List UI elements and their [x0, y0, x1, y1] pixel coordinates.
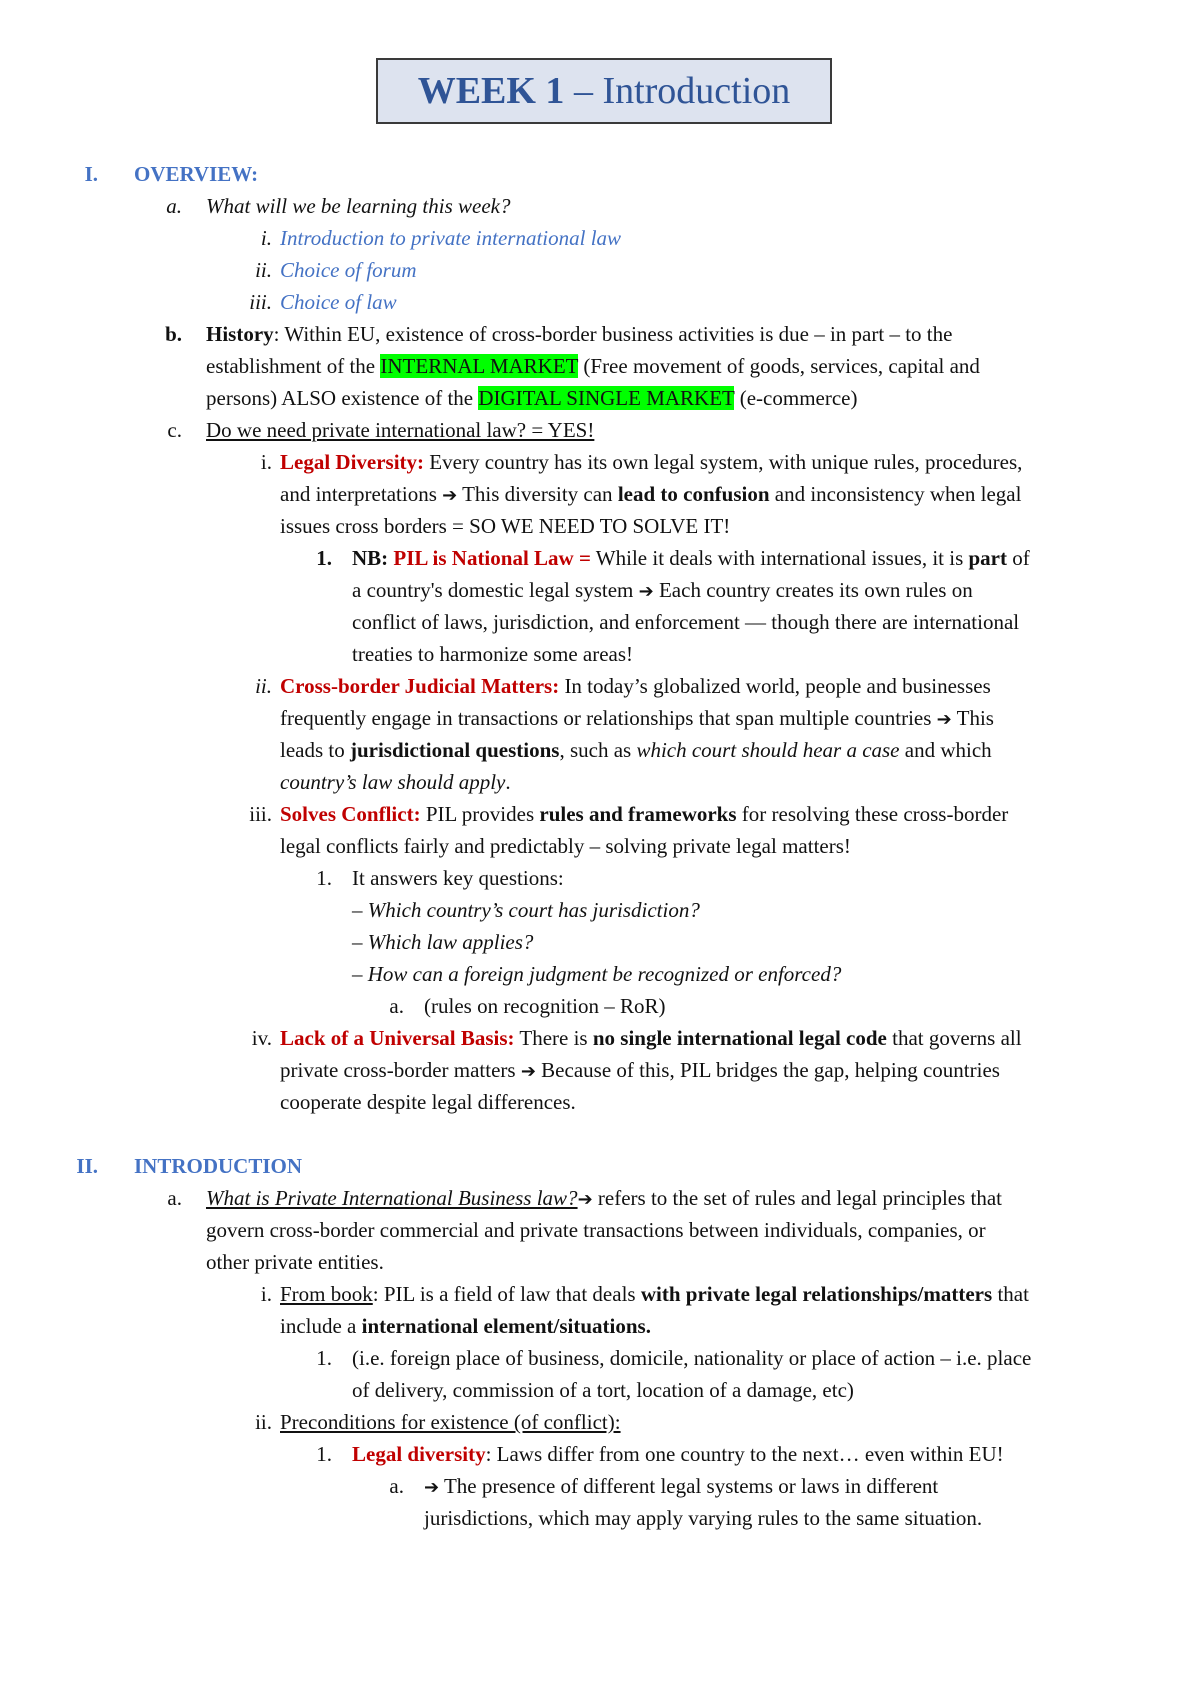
text-run: a country's domestic legal system — [352, 578, 639, 602]
list-marker: i. — [260, 226, 272, 250]
bold-run: with private legal relationships/matters — [640, 1282, 993, 1306]
list-marker: i. — [260, 450, 272, 474]
section-heading: OVERVIEW: — [134, 162, 259, 186]
section-number: I. — [84, 162, 98, 186]
text-line: cooperate despite legal differences. — [280, 1090, 576, 1114]
text-line: treaties to harmonize some areas! — [352, 642, 634, 666]
text-run: . — [505, 770, 511, 794]
text-run: This diversity can — [457, 482, 618, 506]
text-run: The presence of different legal systems or laws in different — [439, 1474, 939, 1498]
arrow-icon: ➔ — [936, 709, 952, 730]
text-run: leads to — [280, 738, 350, 762]
list-item — [424, 1472, 938, 1502]
question-text: What is Private International Business law? — [206, 1186, 578, 1210]
text-run: (e-commerce) — [734, 386, 858, 410]
list-item — [280, 672, 991, 700]
text-run: include a — [280, 1314, 362, 1338]
list-item: (i.e. foreign place of business, domicile, nationality or place of action – i.e. place — [352, 1346, 1032, 1370]
text-line: of delivery, commission of a tort, location of a damage, etc) — [352, 1378, 854, 1402]
text-line — [206, 352, 980, 380]
text-line — [280, 768, 511, 796]
term-label: From book — [280, 1282, 373, 1306]
list-marker: a. — [166, 194, 182, 218]
term-label: Lack of a Universal Basis: — [280, 1026, 515, 1050]
list-item — [280, 1280, 1029, 1308]
text-run: Every country has its own legal system, with unique rules, procedures, — [424, 450, 1023, 474]
text-run: for resolving these cross-border — [736, 802, 1009, 826]
text-run: : Within EU, existence of cross-border business activities is due – in part – to the — [273, 322, 953, 346]
term-label: Cross-border Judicial Matters: — [280, 674, 560, 698]
italic-run: which court should hear a case — [636, 738, 900, 762]
list-marker: 1. — [316, 1346, 332, 1370]
text-run: and which — [899, 738, 992, 762]
list-marker: 1. — [316, 1442, 332, 1466]
list-marker: 1. — [316, 866, 332, 890]
text-line — [352, 576, 973, 606]
question-line: – Which law applies? — [352, 930, 534, 954]
text-run: (Free movement of goods, services, capital and — [578, 354, 980, 378]
list-item — [352, 1440, 1004, 1468]
bold-run: international element/situations. — [361, 1314, 651, 1338]
text-run: that — [992, 1282, 1029, 1306]
question-line: – Which country’s court has jurisdiction? — [352, 898, 700, 922]
text-run: : Laws differ from one country to the next… even within EU! — [485, 1442, 1004, 1466]
text-run: and interpretations — [280, 482, 443, 506]
question-line: – How can a foreign judgment be recognized or enforced? — [352, 962, 842, 986]
text-run: : PIL is a field of law that deals — [372, 1282, 641, 1306]
list-marker: iii. — [249, 290, 272, 314]
bold-run: part — [968, 546, 1007, 570]
list-item: Do we need private international law? = YES! — [206, 418, 595, 442]
bold-run: no single international legal code — [592, 1026, 887, 1050]
list-item: Introduction to private international law — [280, 226, 622, 250]
list-marker: a. — [167, 1186, 182, 1210]
highlight-digital-market: DIGITAL SINGLE MARKET — [478, 386, 735, 410]
text-line: conflict of laws, jurisdiction, and enforcement — though there are international — [352, 610, 1020, 634]
list-marker: b. — [165, 322, 182, 346]
arrow-icon: ➔ — [638, 581, 654, 602]
text-line — [280, 1312, 651, 1340]
list-marker: a. — [389, 1474, 404, 1498]
bold-run: rules and frameworks — [539, 802, 737, 826]
text-line: legal conflicts fairly and predictably – solving private legal matters! — [280, 834, 851, 858]
list-marker: i. — [260, 1282, 272, 1306]
text-line — [206, 384, 857, 412]
list-item: (rules on recognition – RoR) — [424, 994, 666, 1018]
page-title — [376, 58, 832, 124]
list-item: What will we be learning this week? — [206, 194, 511, 218]
text-run: frequently engage in transactions or relationships that span multiple countries — [280, 706, 937, 730]
text-line — [280, 736, 992, 764]
arrow-icon: ➔ — [424, 1477, 440, 1498]
text-run: , such as — [559, 738, 637, 762]
text-run: refers to the set of rules and legal principles that — [592, 1186, 1003, 1210]
title-rest: – Introduction — [564, 70, 791, 112]
text-run: that governs all — [886, 1026, 1022, 1050]
list-marker: 1. — [316, 546, 332, 570]
highlight-internal-market: INTERNAL MARKET — [380, 354, 579, 378]
bold-run: jurisdictional questions — [349, 738, 560, 762]
text-run: PIL provides — [420, 802, 540, 826]
text-run: Because of this, PIL bridges the gap, helping countries — [535, 1058, 1000, 1082]
text-run: private cross-border matters — [280, 1058, 521, 1082]
text-run: of — [1007, 546, 1030, 570]
term-label: Solves Conflict: — [280, 802, 421, 826]
text-run: There is — [514, 1026, 593, 1050]
title-week: WEEK 1 — [417, 70, 565, 112]
term-label: Legal Diversity: — [280, 450, 425, 474]
text-line — [280, 704, 994, 734]
text-line: jurisdictions, which may apply varying rules to the same situation. — [424, 1506, 983, 1530]
text-run: establishment of the — [206, 354, 381, 378]
nb-label: NB: — [352, 546, 394, 570]
term-label: Legal diversity — [352, 1442, 486, 1466]
text-run: In today’s globalized world, people and businesses — [559, 674, 991, 698]
text-run: and inconsistency when legal — [769, 482, 1022, 506]
list-item — [206, 320, 952, 348]
arrow-icon: ➔ — [442, 485, 458, 506]
list-item — [206, 1184, 1002, 1214]
list-item — [280, 800, 1008, 828]
list-item: Choice of forum — [280, 258, 417, 282]
list-marker: iii. — [249, 802, 272, 826]
list-item: Preconditions for existence (of conflict): — [280, 1410, 621, 1434]
list-item — [280, 1024, 1022, 1052]
text-line — [280, 1056, 1000, 1086]
list-marker: ii. — [255, 674, 272, 698]
text-run: persons) ALSO existence of the — [206, 386, 479, 410]
list-item — [280, 448, 1022, 476]
list-marker: c. — [167, 418, 182, 442]
term-label: PIL is National Law = — [393, 546, 591, 570]
arrow-icon: ➔ — [577, 1189, 593, 1210]
list-item: Choice of law — [280, 290, 397, 314]
list-marker: ii. — [255, 258, 272, 282]
arrow-icon: ➔ — [520, 1061, 536, 1082]
section-number: II. — [76, 1154, 98, 1178]
text-run: While it deals with international issues, it is — [590, 546, 969, 570]
text-line: other private entities. — [206, 1250, 384, 1274]
section-heading: INTRODUCTION — [134, 1154, 303, 1178]
bold-run: lead to confusion — [617, 482, 770, 506]
list-marker: iv. — [251, 1026, 272, 1050]
text-run: Each country creates its own rules on — [653, 578, 973, 602]
list-item — [352, 544, 1030, 572]
text-line: govern cross-border commercial and private transactions between individuals, companies, or — [206, 1218, 986, 1242]
list-marker: a. — [389, 994, 404, 1018]
list-marker: ii. — [255, 1410, 272, 1434]
text-line — [280, 480, 1021, 510]
list-item: It answers key questions: — [352, 866, 564, 890]
text-run: This — [951, 706, 994, 730]
history-label: History — [206, 322, 274, 346]
italic-run: country’s law should apply — [280, 770, 506, 794]
text-line: issues cross borders = SO WE NEED TO SOLVE IT! — [280, 514, 731, 538]
